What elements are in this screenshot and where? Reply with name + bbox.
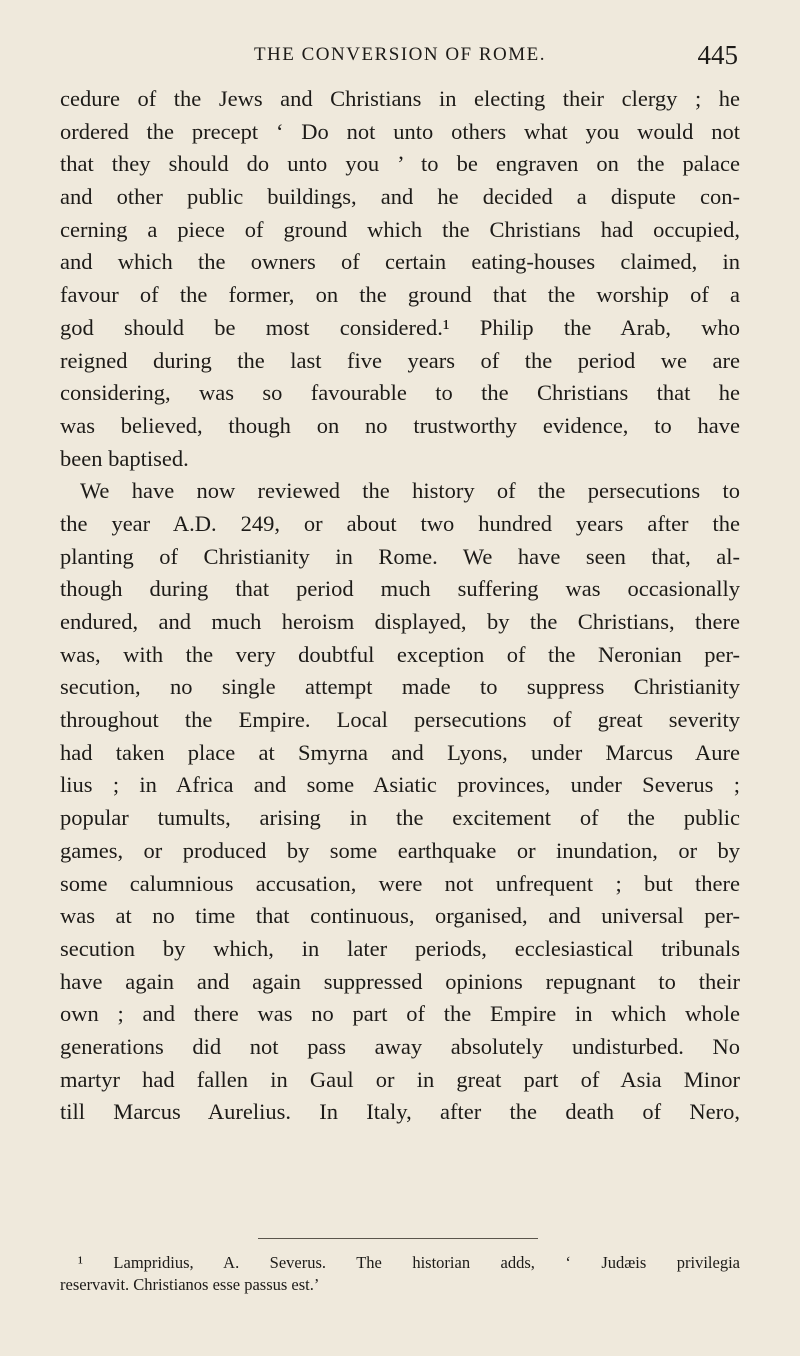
text-line: some calumnious accusation, were not unfrequent ; but there xyxy=(60,870,740,896)
text-line: own ; and there was no part of the Empire in which whole xyxy=(60,1001,740,1027)
footnotes xyxy=(60,1252,740,1296)
text-line: lius ; in Africa and some Asiatic provinces, under Severus ; xyxy=(60,772,740,798)
text-line: till Marcus Aurelius. In Italy, after the death of Nero, xyxy=(60,1099,740,1125)
text-line: popular tumults, arising in the excitement of the public xyxy=(60,805,740,831)
text-line: and which the owners of certain eating-houses claimed, in xyxy=(60,249,740,275)
text-line: favour of the former, on the ground that the worship of a xyxy=(60,282,740,308)
paragraph-end-line: been baptised. xyxy=(60,445,189,471)
text-line: the year A.D. 249, or about two hundred years after the xyxy=(60,510,740,536)
text-line: considering, was so favourable to the Christians that he xyxy=(60,380,740,406)
footnote-divider xyxy=(258,1238,538,1239)
text-line: games, or produced by some earthquake or inundation, or by xyxy=(60,837,740,863)
text-line: have again and again suppressed opinions repugnant to their xyxy=(60,968,740,994)
text-line: was at no time that continuous, organised, and universal per- xyxy=(60,903,740,929)
text-line: and other public buildings, and he decided a dispute con- xyxy=(60,184,740,210)
text-line: endured, and much heroism displayed, by the Christians, there xyxy=(60,609,740,634)
footnote-line: ¹ Lampridius, A. Severus. The historian adds, ‘ Judæis privilegia xyxy=(78,1253,740,1272)
text-line: martyr had fallen in Gaul or in great part of Asia Minor xyxy=(60,1066,740,1092)
text-line: was, with the very doubtful exception of the Neronian per- xyxy=(60,641,740,667)
text-line: ordered the precept ‘ Do not unto others what you would not xyxy=(60,118,740,144)
text-line: throughout the Empire. Local persecutions of great severity xyxy=(60,707,740,733)
running-head xyxy=(0,40,800,80)
page-number: 445 xyxy=(697,40,738,70)
text-line: generations did not pass away absolutely undisturbed. No xyxy=(60,1033,740,1059)
text-line: god should be most considered.¹ Philip the Arab, who xyxy=(60,314,740,340)
text-line: had taken place at Smyrna and Lyons, under Marcus Aure xyxy=(60,739,740,765)
paragraph-start-line: We have now reviewed the history of the persecutions to xyxy=(80,478,740,504)
text-line: that they should do unto you ’ to be engraven on the palace xyxy=(60,151,740,177)
text-line: secution by which, in later periods, ecclesiastical tribunals xyxy=(60,935,740,961)
text-line: reigned during the last five years of the period we are xyxy=(60,347,740,373)
text-line: cedure of the Jews and Christians in electing their clergy ; he xyxy=(60,86,740,111)
text-line: planting of Christianity in Rome. We have seen that, al- xyxy=(60,543,740,569)
text-line: was believed, though on no trustworthy evidence, to have xyxy=(60,412,740,438)
running-title: THE CONVERSION OF ROME. xyxy=(253,44,547,65)
text-line: though during that period much suffering was occasionally xyxy=(60,576,740,602)
text-line: cerning a piece of ground which the Christians had occupied, xyxy=(60,216,740,242)
text-line: secution, no single attempt made to suppress Christianity xyxy=(60,674,740,700)
body-text xyxy=(60,83,740,1129)
footnote-line: reservavit. Christianos esse passus est.’ xyxy=(60,1275,320,1294)
